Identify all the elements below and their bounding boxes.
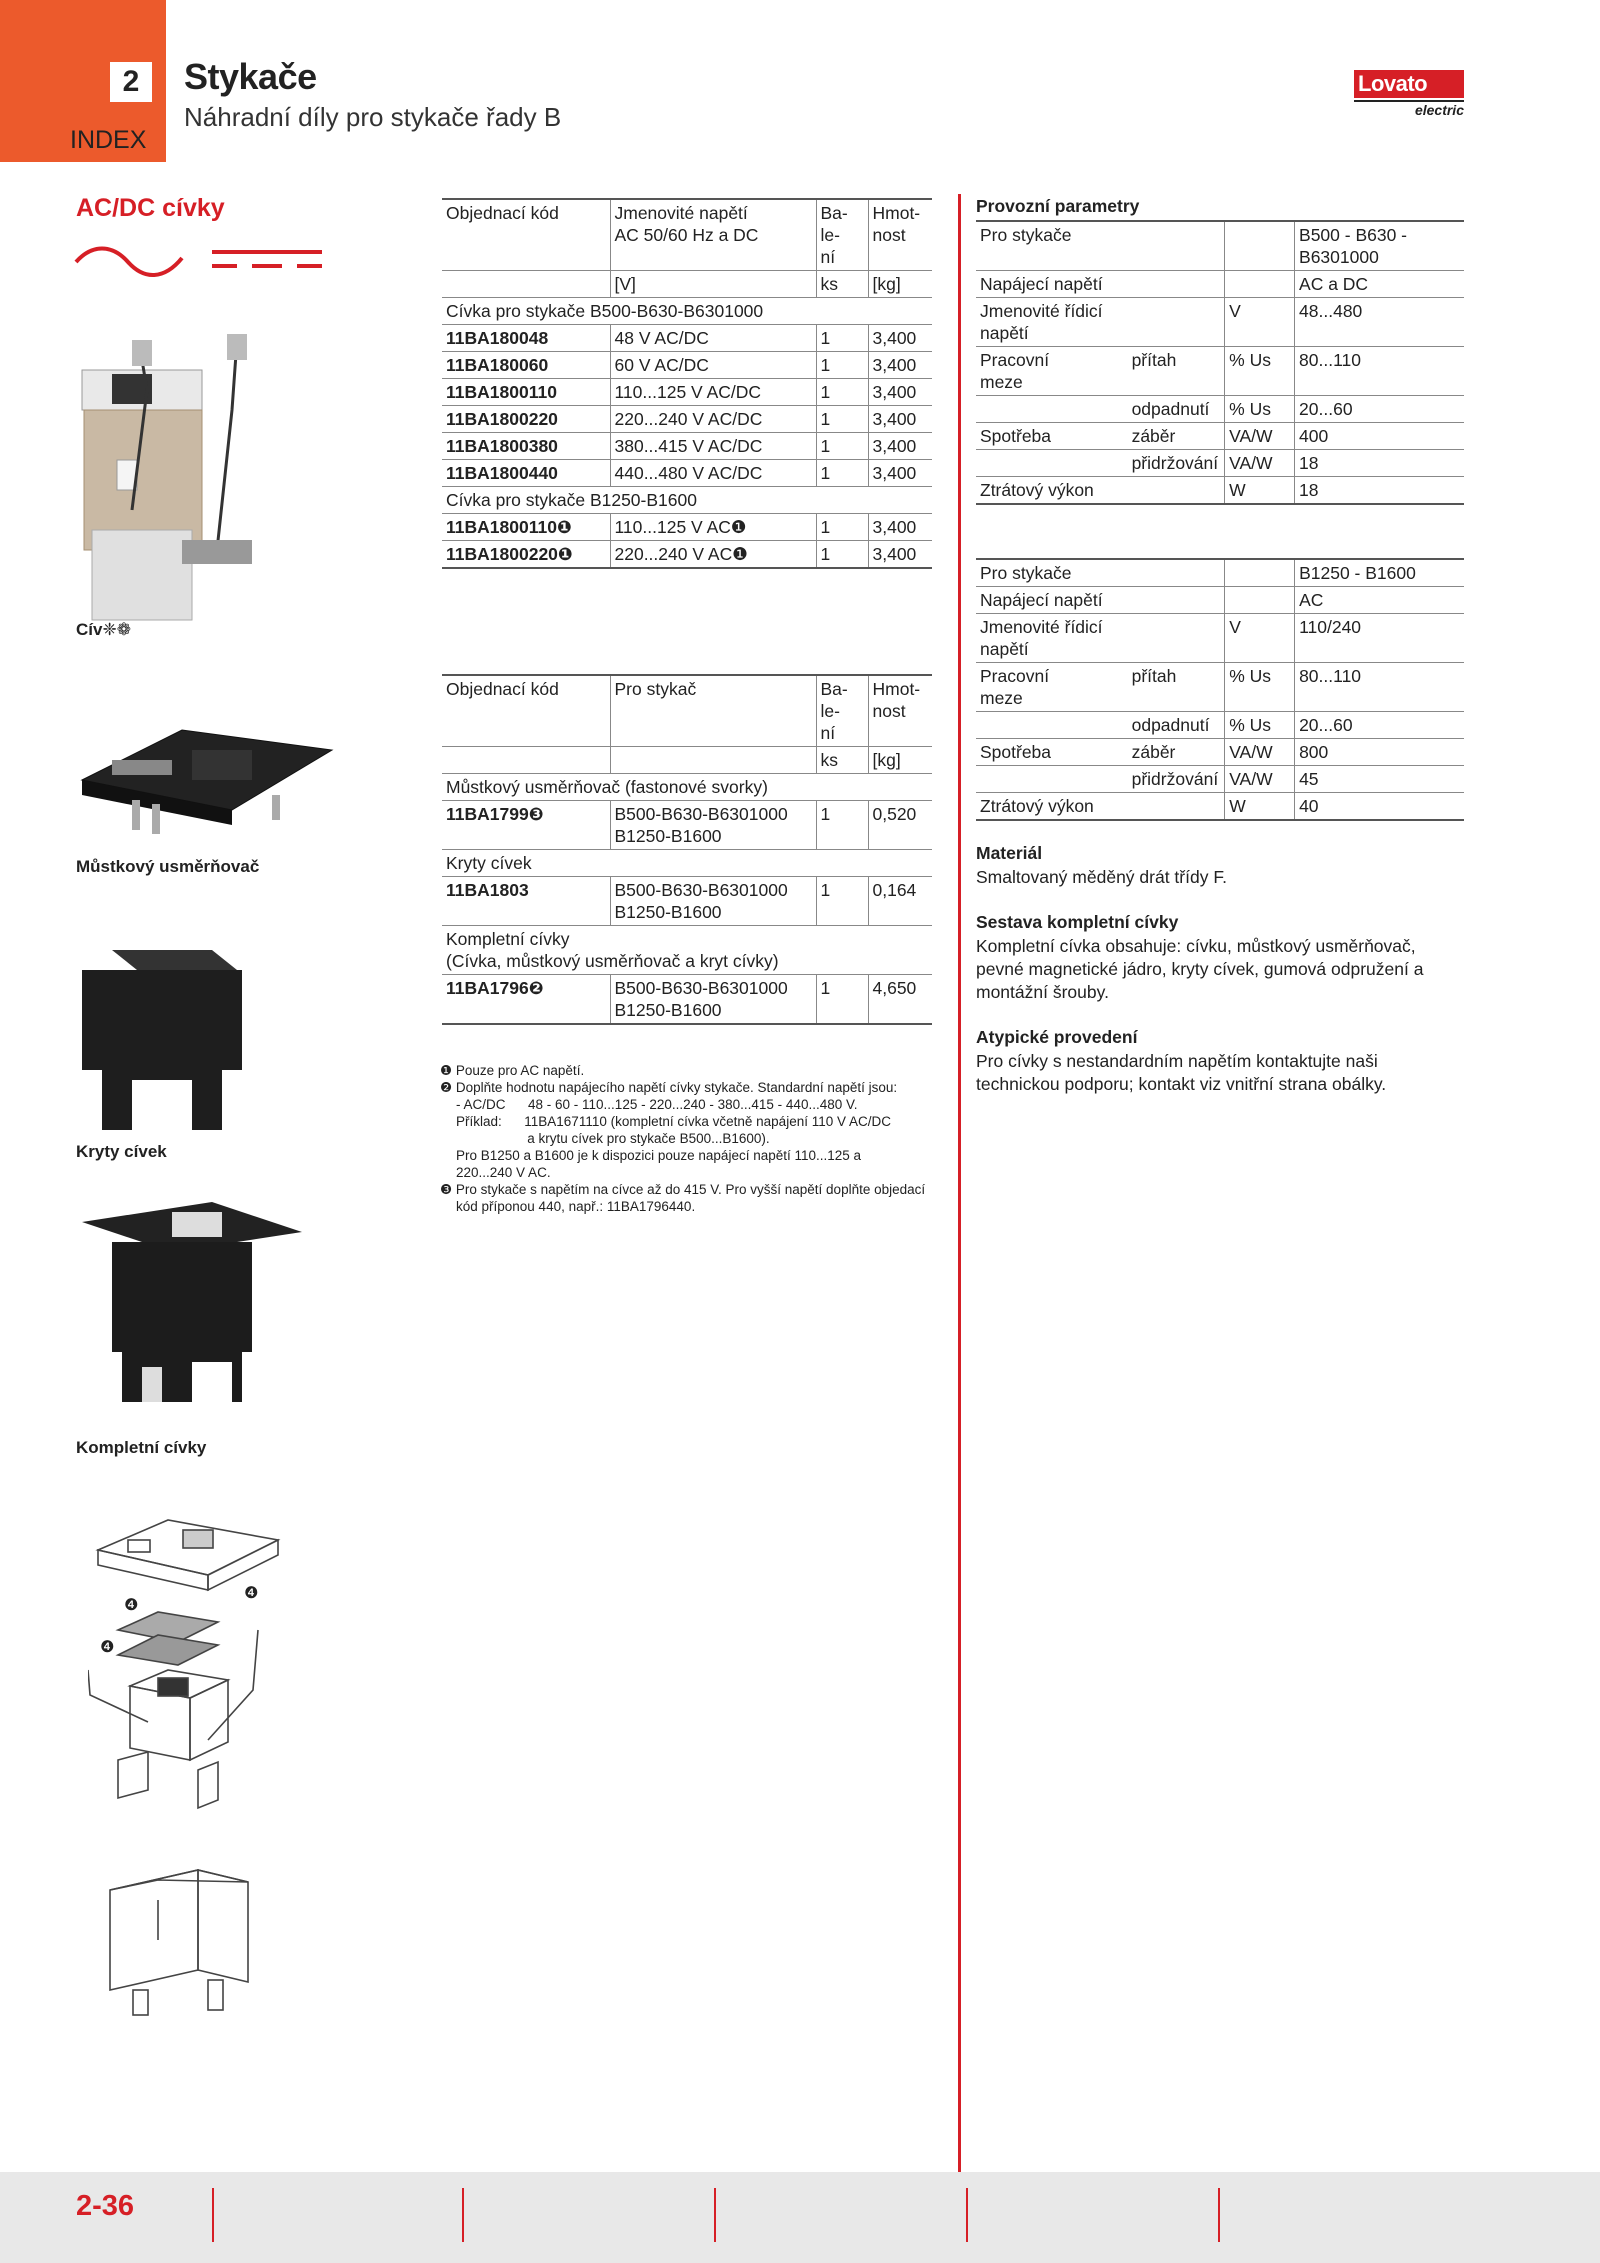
chapter-number: 2 — [110, 62, 152, 102]
param-row — [976, 793, 1464, 821]
param-cell-b — [1128, 298, 1225, 347]
note-1: ❶ Pouze pro AC napětí. — [440, 1063, 585, 1078]
footnotes — [440, 1062, 940, 1215]
cell-pack: 1 — [816, 801, 868, 850]
note-2: ❷ Doplňte hodnotu napájecího napětí cívky stykače. Standardní napětí jsou: — [440, 1080, 898, 1095]
cell-code: 11BA1799❸ — [442, 801, 610, 850]
param-row — [976, 396, 1464, 423]
param-cell-a: Pracovní meze — [976, 347, 1128, 396]
param-cell-d: 40 — [1295, 793, 1464, 821]
param-row — [976, 766, 1464, 793]
footer-divider — [212, 2188, 214, 2242]
column-divider — [958, 194, 961, 2204]
param-cell-a: Napájecí napětí — [976, 271, 1128, 298]
col-pack-header: Ba- le- ní — [816, 199, 868, 271]
param-cell-d: 110/240 — [1295, 614, 1464, 663]
label-rectifier: Můstkový usměrňovač — [76, 857, 260, 876]
param-cell-d: AC a DC — [1295, 271, 1464, 298]
assembly-text: Kompletní cívka obsahuje: cívku, můstkový usměrňovač, pevné magnetické jádro, kryty cívek, gumová odpružení a montážní šrouby. — [976, 936, 1424, 1002]
param-row — [976, 298, 1464, 347]
param-cell-b — [1128, 587, 1225, 614]
param-cell-d: 20...60 — [1295, 396, 1464, 423]
param-row — [976, 271, 1464, 298]
group-heading-line1: Kompletní cívky — [446, 929, 570, 949]
param-row — [976, 587, 1464, 614]
param-cell-c: % Us — [1225, 663, 1295, 712]
cell-voltage: 110...125 V AC/DC — [610, 379, 816, 406]
param-cell-c: % Us — [1225, 712, 1295, 739]
params-title: Provozní parametry — [976, 196, 1140, 216]
label-coil-cover: Kryty cívek — [76, 1142, 167, 1161]
cell-pack: 1 — [816, 975, 868, 1025]
footer-divider — [714, 2188, 716, 2242]
param-cell-a: Jmenovité řídicí napětí — [976, 298, 1128, 347]
note-2c: a krytu cívek pro stykače B500...B1600). — [456, 1131, 770, 1146]
cell-pack: 1 — [816, 514, 868, 541]
param-cell-d: 400 — [1295, 423, 1464, 450]
cell-weight: 3,400 — [868, 352, 932, 379]
cell-code: 11BA1800380 — [442, 433, 610, 460]
param-cell-a — [976, 766, 1128, 793]
group-heading — [442, 926, 932, 975]
col-weight-header: Hmot- nost — [868, 675, 932, 747]
param-cell-d: B1250 - B1600 — [1295, 559, 1464, 587]
table-row — [442, 975, 932, 1025]
cell-pack: 1 — [816, 460, 868, 487]
cell-code: 11BA1800110 — [442, 379, 610, 406]
param-cell-a — [976, 450, 1128, 477]
note-2d: Pro B1250 a B1600 je k dispozici pouze napájecí napětí 110...125 a — [456, 1148, 862, 1163]
note-3b: kód příponou 440, např.: 11BA1796440. — [456, 1199, 696, 1214]
param-row — [976, 559, 1464, 587]
exploded-view-drawing — [88, 1490, 298, 2050]
note-2b: Příklad: 11BA1671110 (kompletní cívka včetně napájení 110 V AC/DC — [456, 1114, 891, 1129]
params-table-1 — [976, 220, 1464, 505]
param-cell-a: Spotřeba — [976, 423, 1128, 450]
unit-pcs: ks — [816, 271, 868, 298]
table-row — [442, 406, 932, 433]
cell-code: 11BA180060 — [442, 352, 610, 379]
note-2e: 220...240 V AC. — [456, 1165, 551, 1180]
param-row — [976, 450, 1464, 477]
param-row — [976, 221, 1464, 271]
table-row — [442, 801, 932, 850]
accessory-table — [442, 674, 932, 1025]
cell-for: B500-B630-B6301000 B1250-B1600 — [610, 975, 816, 1025]
param-cell-c — [1225, 559, 1295, 587]
cell-code: 11BA1800220❶ — [442, 541, 610, 569]
cell-pack: 1 — [816, 406, 868, 433]
cell-weight: 3,400 — [868, 379, 932, 406]
param-cell-a: Jmenovité řídicí napětí — [976, 614, 1128, 663]
col-pack-header: Ba- le- ní — [816, 675, 868, 747]
param-row — [976, 347, 1464, 396]
table-row — [442, 460, 932, 487]
assembly-title: Sestava kompletní cívky — [976, 912, 1179, 932]
param-cell-d: 45 — [1295, 766, 1464, 793]
param-cell-b: přidržování — [1128, 450, 1225, 477]
table-row — [442, 379, 932, 406]
cell-weight: 3,400 — [868, 460, 932, 487]
group-heading-line2: (Cívka, můstkový usměrňovač a kryt cívky) — [446, 951, 779, 971]
cell-pack: 1 — [816, 352, 868, 379]
cell-for: B500-B630-B6301000 B1250-B1600 — [610, 877, 816, 926]
param-cell-d: 20...60 — [1295, 712, 1464, 739]
material-text: Smaltovaný měděný drát třídy F. — [976, 867, 1227, 887]
atypical-title: Atypické provedení — [976, 1027, 1138, 1047]
footer-divider — [462, 2188, 464, 2242]
cell-voltage: 60 V AC/DC — [610, 352, 816, 379]
param-cell-b: odpadnutí — [1128, 396, 1225, 423]
table-row — [442, 325, 932, 352]
cell-pack: 1 — [816, 433, 868, 460]
param-cell-d: 80...110 — [1295, 663, 1464, 712]
col-code-header: Objednací kód — [442, 199, 610, 271]
callout-4-c: ❹ — [100, 1639, 115, 1656]
note-2a: - AC/DC 48 - 60 - 110...125 - 220...240 - 380...415 - 440...480 V. — [456, 1097, 858, 1112]
param-cell-c: V — [1225, 298, 1295, 347]
cell-voltage: 220...240 V AC❶ — [610, 541, 816, 569]
param-cell-d: 800 — [1295, 739, 1464, 766]
param-cell-c — [1225, 221, 1295, 271]
callout-4-b: ❹ — [244, 1585, 259, 1602]
param-cell-c: VA/W — [1225, 766, 1295, 793]
cell-weight: 0,164 — [868, 877, 932, 926]
param-cell-b: přidržování — [1128, 766, 1225, 793]
param-row — [976, 712, 1464, 739]
cell-voltage: 220...240 V AC/DC — [610, 406, 816, 433]
table-row — [442, 433, 932, 460]
param-cell-b: přítah — [1128, 663, 1225, 712]
param-row — [976, 423, 1464, 450]
callout-4-a: ❹ — [124, 1597, 139, 1614]
cell-pack: 1 — [816, 379, 868, 406]
cell-weight: 0,520 — [868, 801, 932, 850]
param-cell-a: Ztrátový výkon — [976, 477, 1128, 505]
cell-pack: 1 — [816, 325, 868, 352]
param-cell-c: VA/W — [1225, 739, 1295, 766]
cell-voltage: 110...125 V AC❶ — [610, 514, 816, 541]
cell-weight: 3,400 — [868, 325, 932, 352]
coil-image — [72, 330, 272, 630]
param-cell-b — [1128, 793, 1225, 821]
logo-wordmark: Lovato — [1354, 70, 1464, 98]
rectifier-image — [72, 700, 342, 840]
logo-subtitle: electric — [1354, 100, 1464, 118]
col-voltage-label: Jmenovité napětí — [614, 203, 748, 223]
param-row — [976, 614, 1464, 663]
cell-code: 11BA180048 — [442, 325, 610, 352]
table-row — [442, 877, 932, 926]
param-cell-d: 18 — [1295, 450, 1464, 477]
index-tab[interactable] — [0, 0, 166, 162]
param-cell-a — [976, 712, 1128, 739]
param-cell-a: Spotřeba — [976, 739, 1128, 766]
param-row — [976, 739, 1464, 766]
group-heading: Můstkový usměrňovač (fastonové svorky) — [442, 774, 932, 801]
index-label[interactable]: INDEX — [70, 126, 147, 154]
param-cell-c: VA/W — [1225, 423, 1295, 450]
param-cell-b: přítah — [1128, 347, 1225, 396]
param-cell-a: Pro stykače — [976, 221, 1128, 271]
cell-for: B500-B630-B6301000 B1250-B1600 — [610, 801, 816, 850]
complete-coil-image — [72, 1192, 312, 1422]
cell-pack: 1 — [816, 877, 868, 926]
param-cell-c: % Us — [1225, 347, 1295, 396]
param-cell-d: 18 — [1295, 477, 1464, 505]
col-voltage-sub: AC 50/60 Hz a DC — [614, 225, 759, 245]
cell-weight: 3,400 — [868, 514, 932, 541]
group-heading: Kryty cívek — [442, 850, 932, 877]
cell-weight: 3,400 — [868, 406, 932, 433]
param-cell-b: odpadnutí — [1128, 712, 1225, 739]
param-cell-a: Napájecí napětí — [976, 587, 1128, 614]
param-cell-c: V — [1225, 614, 1295, 663]
cell-code: 11BA1800440 — [442, 460, 610, 487]
unit-v: [V] — [610, 271, 816, 298]
param-cell-b — [1128, 477, 1225, 505]
param-cell-b — [1128, 559, 1225, 587]
param-cell-b — [1128, 221, 1225, 271]
param-cell-a — [976, 396, 1128, 423]
col-weight-header: Hmot- nost — [868, 199, 932, 271]
lovato-logo — [1354, 70, 1464, 118]
param-row — [976, 477, 1464, 505]
page-title: Stykače — [184, 56, 317, 97]
param-cell-a: Pro stykače — [976, 559, 1128, 587]
cell-weight: 3,400 — [868, 433, 932, 460]
param-cell-d: 80...110 — [1295, 347, 1464, 396]
label-coil: Cív❈❁ — [76, 620, 131, 639]
param-cell-c: W — [1225, 793, 1295, 821]
col-code-header: Objednací kód — [442, 675, 610, 747]
param-cell-c: VA/W — [1225, 450, 1295, 477]
param-row — [976, 663, 1464, 712]
cell-code: 11BA1800110❶ — [442, 514, 610, 541]
param-cell-c — [1225, 587, 1295, 614]
param-cell-c: % Us — [1225, 396, 1295, 423]
cell-code: 11BA1800220 — [442, 406, 610, 433]
table-row — [442, 541, 932, 569]
group-heading: Cívka pro stykače B1250-B1600 — [442, 487, 932, 514]
cell-code: 11BA1803 — [442, 877, 610, 926]
param-cell-d: 48...480 — [1295, 298, 1464, 347]
footer-divider — [966, 2188, 968, 2242]
param-cell-c: W — [1225, 477, 1295, 505]
param-cell-b: záběr — [1128, 423, 1225, 450]
unit-kg: [kg] — [868, 271, 932, 298]
cell-voltage: 48 V AC/DC — [610, 325, 816, 352]
params-table-2 — [976, 558, 1464, 821]
cell-pack: 1 — [816, 541, 868, 569]
col-for-header: Pro stykač — [610, 675, 816, 747]
coil-cover-image — [72, 930, 272, 1150]
atypical-text: Pro cívky s nestandardním napětím kontaktujte naši technickou podporu; kontakt viz vnitřní strana obálky. — [976, 1051, 1387, 1094]
acdc-symbol-icon — [72, 240, 332, 280]
material-title: Materiál — [976, 843, 1043, 863]
note-3: ❸ Pro stykače s napětím na cívce až do 415 V. Pro vyšší napětí doplňte objedací — [440, 1182, 926, 1197]
cell-weight: 3,400 — [868, 541, 932, 569]
cell-code: 11BA1796❷ — [442, 975, 610, 1025]
param-cell-d: AC — [1295, 587, 1464, 614]
col-voltage-header — [610, 199, 816, 271]
table-row — [442, 352, 932, 379]
param-cell-d: B500 - B630 - B6301000 — [1295, 221, 1464, 271]
param-cell-b — [1128, 271, 1225, 298]
label-complete-coil: Kompletní cívky — [76, 1438, 207, 1457]
table-row — [442, 514, 932, 541]
group-heading: Cívka pro stykače B500-B630-B6301000 — [442, 298, 932, 325]
cell-voltage: 440...480 V AC/DC — [610, 460, 816, 487]
unit-pcs: ks — [816, 747, 868, 774]
footer-divider — [1218, 2188, 1220, 2242]
param-cell-a: Ztrátový výkon — [976, 793, 1128, 821]
unit-kg: [kg] — [868, 747, 932, 774]
page-footer — [0, 2172, 1600, 2263]
section-title: AC/DC cívky — [76, 194, 225, 222]
page-subtitle: Náhradní díly pro stykače řady B — [184, 102, 562, 132]
coil-table — [442, 198, 932, 569]
param-cell-a: Pracovní meze — [976, 663, 1128, 712]
cell-voltage: 380...415 V AC/DC — [610, 433, 816, 460]
page-number: 2-36 — [76, 2190, 135, 2222]
cell-weight: 4,650 — [868, 975, 932, 1025]
param-cell-b — [1128, 614, 1225, 663]
param-cell-c — [1225, 271, 1295, 298]
param-cell-b: záběr — [1128, 739, 1225, 766]
